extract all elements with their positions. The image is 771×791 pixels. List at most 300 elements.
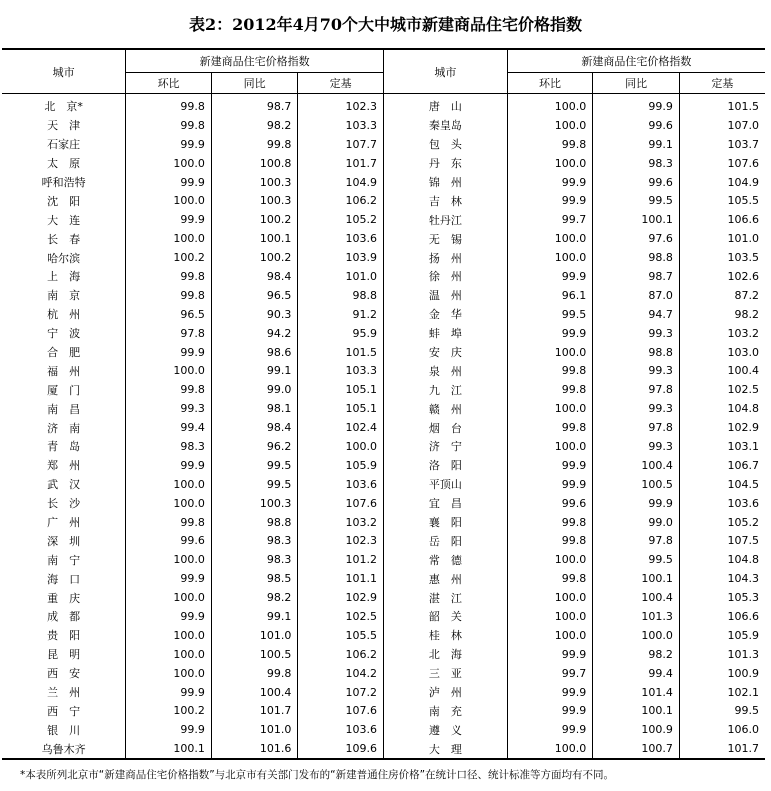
city-cell: 郑 州 (47, 459, 81, 473)
yoy-cell: 101.0 (211, 720, 298, 739)
base-cell: 101.2 (298, 550, 384, 569)
mom-cell: 100.0 (126, 664, 212, 683)
yoy-cell: 100.3 (211, 494, 298, 513)
mom-cell: 100.0 (126, 626, 212, 645)
table-row (2, 191, 765, 210)
mom-cell: 99.8 (507, 135, 593, 154)
yoy-cell: 98.6 (211, 343, 298, 362)
base-cell: 103.6 (298, 475, 384, 494)
yoy-cell: 90.3 (211, 305, 298, 324)
yoy-cell: 101.3 (593, 607, 680, 626)
yoy-cell: 99.6 (593, 173, 680, 192)
base-cell: 105.9 (679, 626, 765, 645)
city-cell: 牡丹江 (383, 210, 507, 229)
base-cell: 104.8 (679, 550, 765, 569)
base-cell: 98.8 (298, 286, 384, 305)
yoy-cell: 96.5 (211, 286, 298, 305)
mom-header-left: 环比 (126, 73, 212, 94)
city-cell: 九 江 (383, 380, 507, 399)
city-header-right: 城市 (383, 49, 507, 94)
yoy-cell: 100.5 (211, 645, 298, 664)
yoy-cell: 99.3 (593, 399, 680, 418)
mom-cell: 100.0 (507, 94, 593, 116)
yoy-cell: 99.9 (593, 494, 680, 513)
group-header-left: 新建商品住宅价格指数 (126, 49, 384, 73)
city-cell: 秦皇岛 (383, 116, 507, 135)
table-row (2, 248, 765, 267)
mom-cell: 100.0 (507, 626, 593, 645)
base-cell: 103.6 (298, 229, 384, 248)
city-cell: 扬 州 (383, 248, 507, 267)
mom-cell: 99.6 (126, 531, 212, 550)
base-cell: 107.6 (298, 702, 384, 721)
mom-cell: 99.8 (126, 286, 212, 305)
base-cell: 105.3 (679, 588, 765, 607)
yoy-cell: 101.7 (211, 702, 298, 721)
mom-cell: 97.8 (126, 324, 212, 343)
mom-cell: 100.0 (507, 154, 593, 173)
footnote: *本表所列北京市“新建商品住宅价格指数”与北京市有关部门发布的“新建普通住房价格”在统计口径、统计标准等方面均有不同。 (20, 769, 615, 781)
table-row (2, 135, 765, 154)
mom-cell: 99.8 (507, 361, 593, 380)
base-cell: 107.5 (679, 531, 765, 550)
table-row (2, 720, 765, 739)
base-cell: 103.2 (298, 513, 384, 532)
city-cell: 湛 江 (383, 588, 507, 607)
city-cell: 武 汉 (47, 478, 81, 492)
city-header-left: 城市 (2, 49, 126, 94)
table-row (2, 683, 765, 702)
city-cell: 乌鲁木齐 (2, 739, 126, 759)
base-header-left: 定基 (298, 73, 384, 94)
city-cell: 哈尔滨 (47, 251, 81, 265)
mom-cell: 99.9 (507, 645, 593, 664)
city-cell: 宁 波 (47, 327, 81, 341)
yoy-cell: 98.8 (211, 513, 298, 532)
city-cell: 韶 关 (383, 607, 507, 626)
yoy-cell: 99.5 (593, 550, 680, 569)
mom-cell: 99.8 (126, 116, 212, 135)
city-cell: 济 宁 (383, 437, 507, 456)
table-row (2, 399, 765, 418)
yoy-cell: 98.3 (211, 550, 298, 569)
table-row (2, 569, 765, 588)
base-cell: 104.2 (298, 664, 384, 683)
mom-cell: 99.8 (507, 513, 593, 532)
city-cell: 南 宁 (47, 553, 81, 567)
base-cell: 87.2 (679, 286, 765, 305)
base-cell: 102.4 (298, 418, 384, 437)
mom-cell: 99.9 (126, 210, 212, 229)
mom-cell: 99.3 (126, 399, 212, 418)
city-cell: 岳 阳 (383, 531, 507, 550)
base-cell: 102.1 (679, 683, 765, 702)
mom-cell: 99.9 (126, 569, 212, 588)
yoy-header-right: 同比 (593, 73, 680, 94)
yoy-cell: 97.8 (593, 380, 680, 399)
base-cell: 103.7 (679, 135, 765, 154)
table-row (2, 361, 765, 380)
yoy-cell: 99.3 (593, 361, 680, 380)
city-cell: 锦 州 (383, 173, 507, 192)
yoy-cell: 99.5 (593, 191, 680, 210)
mom-cell: 100.0 (126, 645, 212, 664)
yoy-cell: 99.9 (593, 94, 680, 116)
mom-cell: 100.0 (507, 399, 593, 418)
mom-cell: 99.8 (126, 513, 212, 532)
table-row (2, 210, 765, 229)
city-cell: 襄 阳 (383, 513, 507, 532)
base-cell: 98.2 (679, 305, 765, 324)
yoy-cell: 100.2 (211, 210, 298, 229)
table-row (2, 94, 765, 116)
mom-cell: 100.0 (507, 739, 593, 759)
yoy-cell: 100.3 (211, 173, 298, 192)
city-cell: 呼和浩特 (41, 176, 86, 189)
base-cell: 101.5 (679, 94, 765, 116)
base-cell: 101.1 (298, 569, 384, 588)
mom-cell: 99.8 (507, 418, 593, 437)
base-cell: 101.7 (298, 154, 384, 173)
base-cell: 104.9 (298, 173, 384, 192)
mom-cell: 100.2 (126, 702, 212, 721)
yoy-cell: 99.5 (211, 475, 298, 494)
yoy-cell: 100.7 (593, 739, 680, 759)
city-cell: 重 庆 (47, 591, 81, 605)
base-cell: 103.5 (679, 248, 765, 267)
table-row (2, 456, 765, 475)
base-cell: 101.3 (679, 645, 765, 664)
base-cell: 105.2 (679, 513, 765, 532)
mom-cell: 99.9 (507, 456, 593, 475)
table-row (2, 513, 765, 532)
yoy-cell: 96.2 (211, 437, 298, 456)
city-cell: 贵 阳 (47, 629, 81, 643)
mom-cell: 99.8 (507, 531, 593, 550)
base-cell: 103.9 (298, 248, 384, 267)
mom-cell: 100.0 (507, 116, 593, 135)
city-cell: 大 理 (383, 739, 507, 759)
table-row (2, 607, 765, 626)
mom-cell: 99.7 (507, 664, 593, 683)
mom-cell: 100.0 (507, 437, 593, 456)
city-cell: 唐 山 (383, 94, 507, 116)
table-row (2, 380, 765, 399)
mom-cell: 100.0 (507, 248, 593, 267)
yoy-cell: 99.1 (211, 361, 298, 380)
mom-cell: 99.7 (507, 210, 593, 229)
mom-cell: 100.0 (126, 475, 212, 494)
group-header-right: 新建商品住宅价格指数 (507, 49, 765, 73)
city-cell: 沈 阳 (47, 194, 81, 208)
mom-cell: 99.9 (126, 607, 212, 626)
base-cell: 102.6 (679, 267, 765, 286)
base-cell: 107.0 (679, 116, 765, 135)
base-cell: 101.0 (679, 229, 765, 248)
yoy-cell: 99.1 (211, 607, 298, 626)
base-cell: 102.5 (298, 607, 384, 626)
yoy-cell: 98.2 (211, 116, 298, 135)
yoy-cell: 97.8 (593, 418, 680, 437)
yoy-cell: 99.8 (211, 135, 298, 154)
city-cell: 大 连 (47, 213, 81, 227)
base-cell: 99.5 (679, 702, 765, 721)
mom-cell: 96.5 (126, 305, 212, 324)
city-cell: 蚌 埠 (383, 324, 507, 343)
base-cell: 106.0 (679, 720, 765, 739)
city-cell: 上 海 (47, 270, 81, 284)
base-cell: 109.6 (298, 739, 384, 759)
mom-cell: 99.9 (507, 720, 593, 739)
base-cell: 101.5 (298, 343, 384, 362)
city-cell: 长 春 (47, 232, 81, 246)
city-cell: 杭 州 (47, 308, 81, 322)
yoy-cell: 100.8 (211, 154, 298, 173)
base-cell: 101.7 (679, 739, 765, 759)
city-cell: 广 州 (47, 516, 81, 530)
city-cell: 三 亚 (383, 664, 507, 683)
city-cell: 常 德 (383, 550, 507, 569)
base-cell: 100.0 (298, 437, 384, 456)
yoy-cell: 100.5 (593, 475, 680, 494)
table-row (2, 645, 765, 664)
base-cell: 107.6 (679, 154, 765, 173)
city-cell: 长 沙 (47, 497, 81, 511)
city-cell: 泸 州 (383, 683, 507, 702)
yoy-cell: 100.4 (593, 456, 680, 475)
table-row (2, 739, 765, 759)
city-cell: 西 宁 (47, 704, 81, 718)
table-row (2, 154, 765, 173)
yoy-cell: 99.3 (593, 324, 680, 343)
mom-cell: 100.0 (126, 154, 212, 173)
base-cell: 107.7 (298, 135, 384, 154)
city-cell: 济 南 (47, 421, 81, 435)
city-cell: 惠 州 (383, 569, 507, 588)
mom-header-right: 环比 (507, 73, 593, 94)
table-row (2, 475, 765, 494)
mom-cell: 99.9 (126, 343, 212, 362)
mom-cell: 99.9 (126, 456, 212, 475)
table-row (2, 343, 765, 362)
base-cell: 102.9 (298, 588, 384, 607)
mom-cell: 100.0 (507, 550, 593, 569)
yoy-cell: 98.7 (211, 94, 298, 116)
yoy-cell: 97.6 (593, 229, 680, 248)
base-cell: 100.4 (679, 361, 765, 380)
yoy-cell: 99.5 (211, 456, 298, 475)
base-cell: 106.6 (679, 210, 765, 229)
table-row (2, 324, 765, 343)
mom-cell: 99.6 (507, 494, 593, 513)
city-cell: 成 都 (47, 610, 81, 624)
mom-cell: 99.9 (126, 135, 212, 154)
mom-cell: 99.9 (507, 324, 593, 343)
city-cell: 福 州 (47, 364, 81, 378)
base-cell: 103.2 (679, 324, 765, 343)
table-row (2, 286, 765, 305)
city-cell: 天 津 (47, 119, 81, 133)
city-cell: 洛 阳 (383, 456, 507, 475)
city-cell: 泉 州 (383, 361, 507, 380)
yoy-cell: 94.7 (593, 305, 680, 324)
yoy-cell: 98.2 (593, 645, 680, 664)
base-cell: 104.3 (679, 569, 765, 588)
yoy-cell: 98.7 (593, 267, 680, 286)
yoy-cell: 98.3 (211, 531, 298, 550)
table-row (2, 418, 765, 437)
base-cell: 104.8 (679, 399, 765, 418)
base-cell: 105.1 (298, 399, 384, 418)
yoy-cell: 99.6 (593, 116, 680, 135)
price-index-table (2, 48, 765, 760)
mom-cell: 99.9 (507, 475, 593, 494)
city-cell: 北 京* (44, 100, 83, 114)
base-cell: 102.9 (679, 418, 765, 437)
mom-cell: 100.0 (507, 343, 593, 362)
mom-cell: 99.9 (507, 173, 593, 192)
mom-cell: 99.9 (507, 702, 593, 721)
mom-cell: 100.0 (126, 361, 212, 380)
base-cell: 104.5 (679, 475, 765, 494)
city-cell: 烟 台 (383, 418, 507, 437)
base-cell: 105.1 (298, 380, 384, 399)
city-cell: 南 充 (383, 702, 507, 721)
city-cell: 包 头 (383, 135, 507, 154)
mom-cell: 99.4 (126, 418, 212, 437)
city-cell: 兰 州 (47, 686, 81, 700)
city-cell: 吉 林 (383, 191, 507, 210)
table-row (2, 550, 765, 569)
mom-cell: 99.9 (126, 720, 212, 739)
city-cell: 海 口 (47, 572, 81, 586)
base-cell: 107.2 (298, 683, 384, 702)
yoy-cell: 98.8 (593, 343, 680, 362)
base-cell: 103.0 (679, 343, 765, 362)
mom-cell: 100.0 (126, 191, 212, 210)
yoy-cell: 100.2 (211, 248, 298, 267)
yoy-cell: 101.4 (593, 683, 680, 702)
city-cell: 银 川 (47, 723, 81, 737)
table-body (2, 94, 765, 760)
base-cell: 105.5 (679, 191, 765, 210)
table-row (2, 173, 765, 192)
table-row (2, 305, 765, 324)
table-row (2, 494, 765, 513)
yoy-cell: 98.4 (211, 267, 298, 286)
city-cell: 南 京 (47, 289, 81, 303)
yoy-cell: 98.8 (593, 248, 680, 267)
yoy-cell: 100.1 (593, 569, 680, 588)
base-cell: 91.2 (298, 305, 384, 324)
city-cell: 平顶山 (383, 475, 507, 494)
city-cell: 安 庆 (383, 343, 507, 362)
mom-cell: 99.9 (126, 683, 212, 702)
yoy-cell: 87.0 (593, 286, 680, 305)
mom-cell: 99.9 (507, 683, 593, 702)
yoy-cell: 98.2 (211, 588, 298, 607)
city-cell: 徐 州 (383, 267, 507, 286)
city-cell: 无 锡 (383, 229, 507, 248)
yoy-cell: 100.3 (211, 191, 298, 210)
city-cell: 温 州 (383, 286, 507, 305)
yoy-cell: 99.4 (593, 664, 680, 683)
yoy-header-left: 同比 (211, 73, 298, 94)
table-row (2, 702, 765, 721)
yoy-cell: 100.1 (593, 210, 680, 229)
base-cell: 103.3 (298, 361, 384, 380)
yoy-cell: 100.9 (593, 720, 680, 739)
yoy-cell: 99.0 (211, 380, 298, 399)
yoy-cell: 98.5 (211, 569, 298, 588)
table-row (2, 531, 765, 550)
table-row (2, 626, 765, 645)
base-cell: 100.9 (679, 664, 765, 683)
yoy-cell: 100.1 (211, 229, 298, 248)
base-cell: 103.1 (679, 437, 765, 456)
mom-cell: 99.9 (507, 267, 593, 286)
city-cell: 西 安 (47, 667, 81, 681)
city-cell: 遵 义 (383, 720, 507, 739)
yoy-cell: 100.4 (593, 588, 680, 607)
base-cell: 95.9 (298, 324, 384, 343)
mom-cell: 99.8 (507, 380, 593, 399)
city-cell: 赣 州 (383, 399, 507, 418)
city-cell: 金 华 (383, 305, 507, 324)
base-cell: 106.2 (298, 645, 384, 664)
mom-cell: 99.8 (507, 569, 593, 588)
base-cell: 102.5 (679, 380, 765, 399)
mom-cell: 99.9 (126, 173, 212, 192)
base-cell: 101.0 (298, 267, 384, 286)
mom-cell: 99.5 (507, 305, 593, 324)
mom-cell: 100.0 (507, 607, 593, 626)
table-row (2, 664, 765, 683)
mom-cell: 100.2 (126, 248, 212, 267)
yoy-cell: 99.1 (593, 135, 680, 154)
city-cell: 丹 东 (383, 154, 507, 173)
base-cell: 105.9 (298, 456, 384, 475)
mom-cell: 100.0 (126, 588, 212, 607)
city-cell: 青 岛 (47, 440, 81, 454)
mom-cell: 99.9 (507, 191, 593, 210)
mom-cell: 100.0 (507, 229, 593, 248)
city-cell: 宜 昌 (383, 494, 507, 513)
base-cell: 105.5 (298, 626, 384, 645)
yoy-cell: 99.8 (211, 664, 298, 683)
base-cell: 105.2 (298, 210, 384, 229)
city-cell: 北 海 (383, 645, 507, 664)
yoy-cell: 100.0 (593, 626, 680, 645)
base-header-right: 定基 (679, 73, 765, 94)
yoy-cell: 100.4 (211, 683, 298, 702)
mom-cell: 100.0 (126, 494, 212, 513)
city-cell: 深 圳 (47, 534, 81, 548)
table-title: 表2：2012年4月70个大中城市新建商品住宅价格指数 (188, 15, 583, 34)
city-cell: 太 原 (47, 157, 81, 171)
yoy-cell: 98.1 (211, 399, 298, 418)
city-cell: 南 昌 (47, 402, 81, 416)
base-cell: 102.3 (298, 531, 384, 550)
mom-cell: 100.0 (126, 229, 212, 248)
base-cell: 102.3 (298, 94, 384, 116)
city-cell: 合 肥 (47, 346, 81, 360)
table-row (2, 437, 765, 456)
base-cell: 106.7 (679, 456, 765, 475)
base-cell: 103.6 (679, 494, 765, 513)
yoy-cell: 101.0 (211, 626, 298, 645)
table-row (2, 116, 765, 135)
